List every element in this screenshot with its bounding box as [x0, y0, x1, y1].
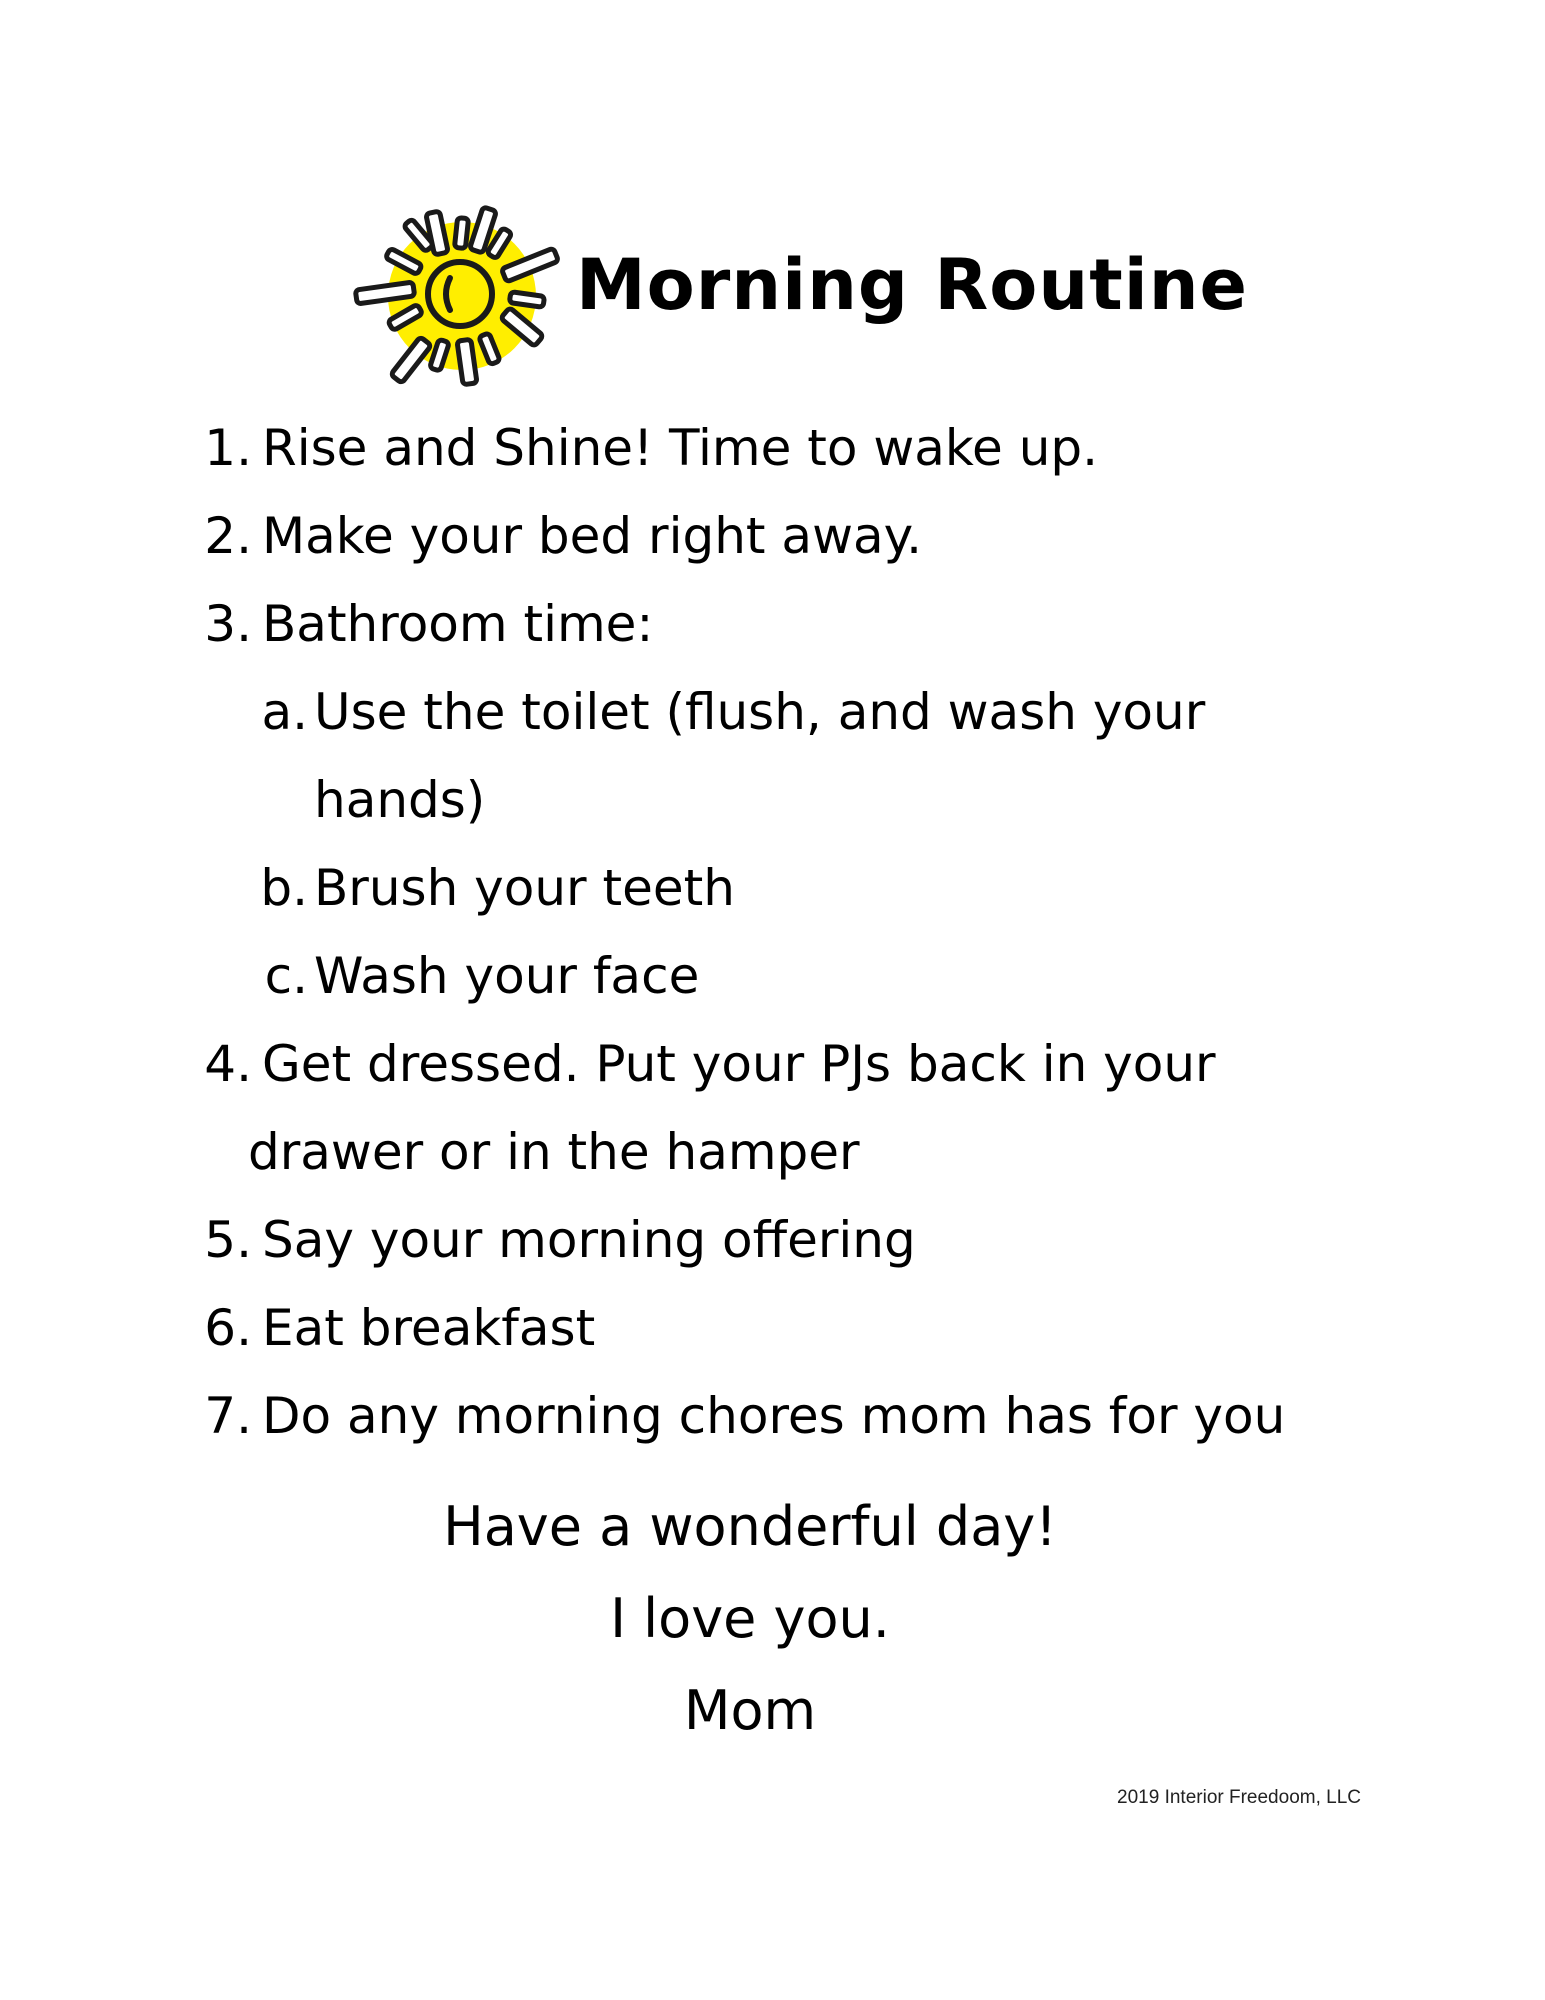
list-number: 2. [204, 507, 252, 565]
list-text: Get dressed. Put your PJs back in your [262, 1035, 1216, 1093]
list-text: Rise and Shine! Time to wake up. [262, 419, 1099, 477]
closing-love: I love you. [610, 1587, 890, 1650]
page-title: Morning Routine [576, 244, 1249, 326]
list-number: 1. [204, 419, 252, 477]
list-number: 6. [204, 1299, 252, 1357]
closing-signature: Mom [683, 1679, 817, 1742]
sub-list-text: Brush your teeth [314, 859, 735, 917]
list-text: Bathroom time: [262, 595, 654, 653]
sub-list-letter: a. [261, 683, 308, 741]
sub-list-letter: c. [264, 947, 308, 1005]
sub-list-text: Use the toilet (flush, and wash your [314, 683, 1206, 741]
copyright-notice: 2019 Interior Freedoom, LLC [1117, 1787, 1361, 1808]
list-number: 5. [204, 1211, 252, 1269]
list-text: Do any morning chores mom has for you [262, 1387, 1286, 1445]
list-number: 7. [204, 1387, 252, 1445]
list-text: drawer or in the hamper [248, 1123, 860, 1181]
sub-list-text: hands) [314, 771, 486, 829]
sub-list-letter: b. [260, 859, 308, 917]
sub-list-text: Wash your face [314, 947, 700, 1005]
list-text: Say your morning offering [262, 1211, 916, 1269]
sun-icon [352, 198, 572, 388]
closing-greeting: Have a wonderful day! [443, 1495, 1057, 1558]
list-number: 3. [204, 595, 252, 653]
list-text: Eat breakfast [262, 1299, 596, 1357]
list-number: 4. [204, 1035, 252, 1093]
list-text: Make your bed right away. [262, 507, 922, 565]
